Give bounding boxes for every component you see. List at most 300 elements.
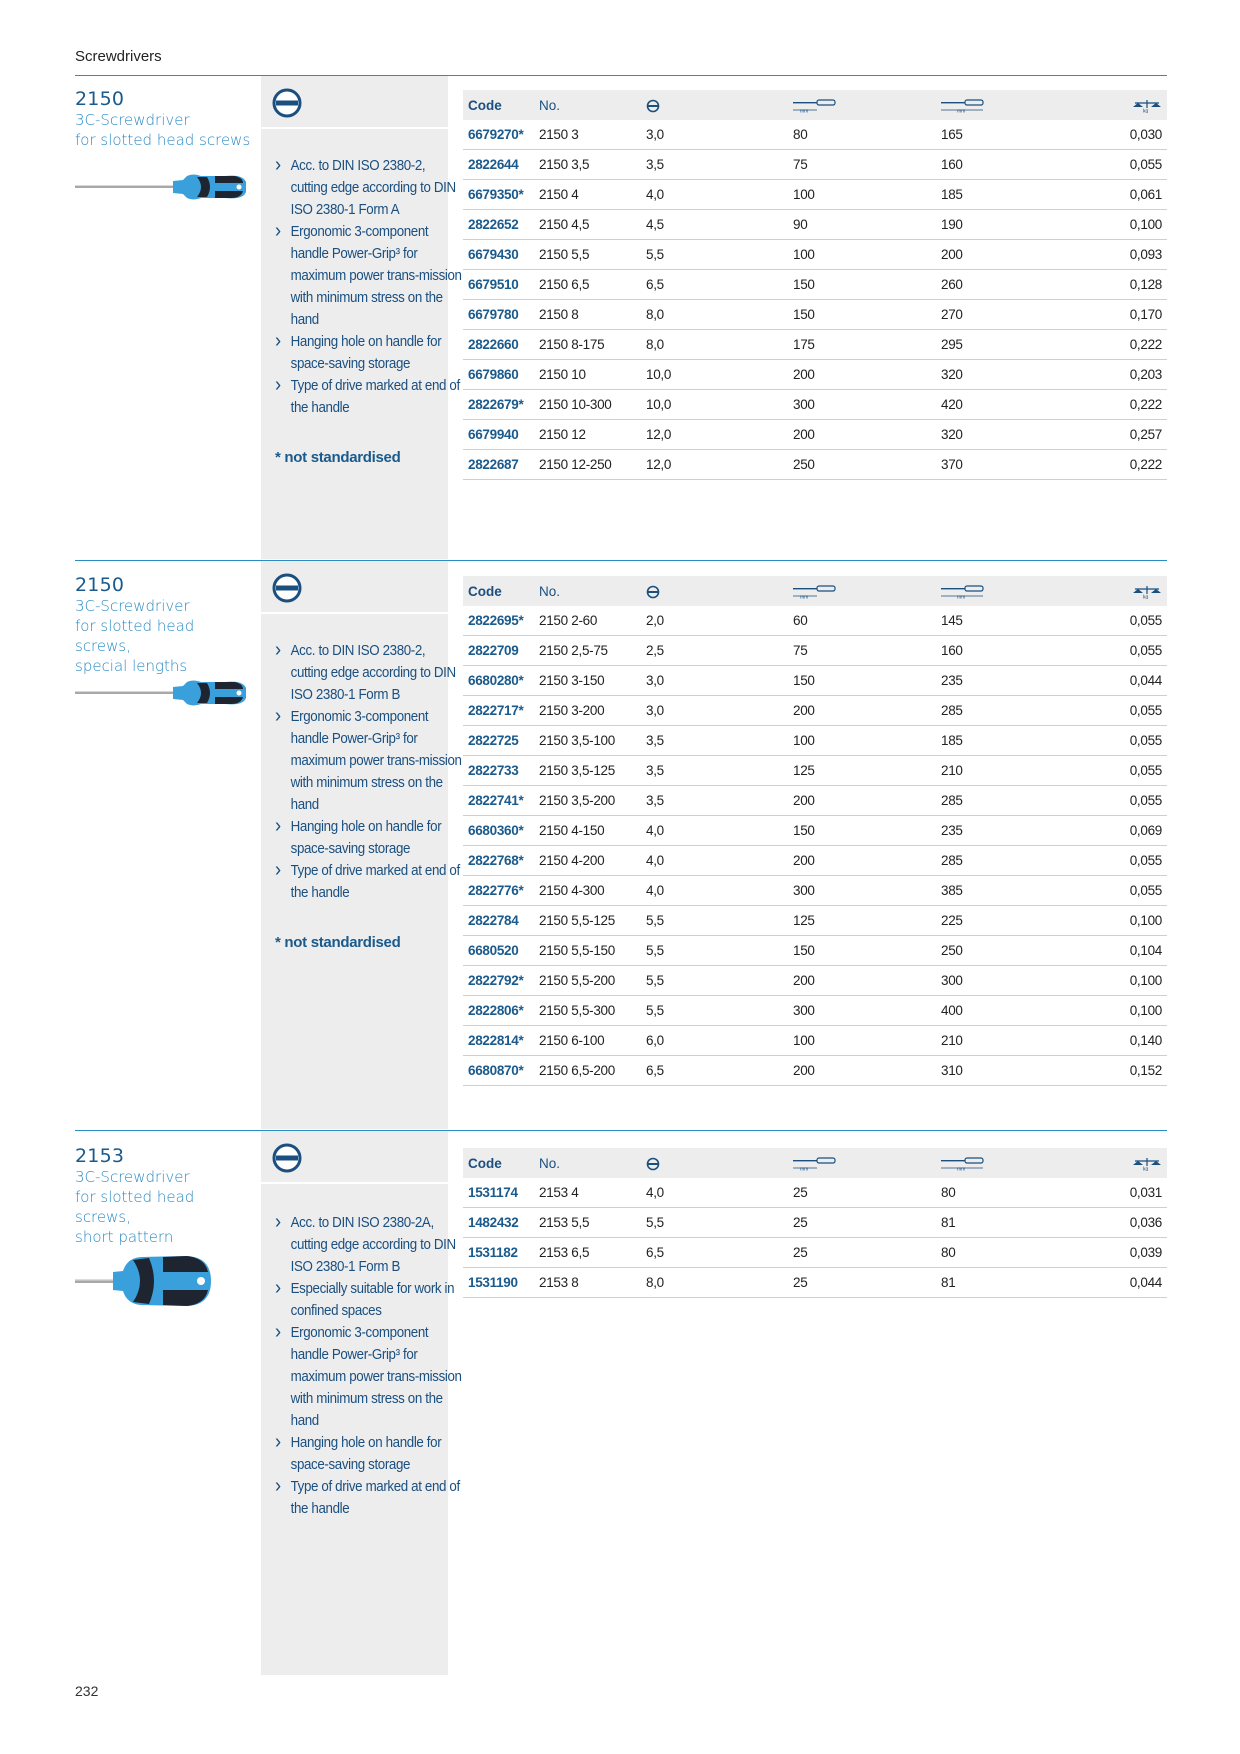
table-row [463,1238,1167,1268]
cell-weight: 0,170 [1096,300,1167,330]
section-divider [75,560,1167,561]
table-row [463,420,1167,450]
cell-slot-width: 8,0 [641,1268,788,1298]
table-row [463,636,1167,666]
spec-table [463,1148,1167,1298]
feature-panel [261,76,462,559]
table-row [463,360,1167,390]
cell-article-no: 2153 5,5 [534,1208,641,1238]
cell-blade-length: 200 [788,786,936,816]
column-header-blade-length [788,576,936,606]
cell-weight: 0,055 [1096,696,1167,726]
cell-weight: 0,128 [1096,270,1167,300]
slot-width-icon [646,585,660,599]
cell-blade-length: 125 [788,756,936,786]
cell-code: 2822709 [463,636,534,666]
cell-slot-width: 3,0 [641,696,788,726]
cell-weight: 0,055 [1096,846,1167,876]
cell-article-no: 2150 3,5 [534,150,641,180]
cell-weight: 0,055 [1096,606,1167,636]
table-row [463,696,1167,726]
total-length-icon [941,585,987,599]
cell-total-length: 295 [936,330,1096,360]
slotted-head-icon [272,88,302,118]
cell-code: 2822679* [463,390,534,420]
cell-weight: 0,039 [1096,1238,1167,1268]
cell-code: 2822652 [463,210,534,240]
cell-article-no: 2150 12 [534,420,641,450]
cell-weight: 0,100 [1096,996,1167,1026]
cell-weight: 0,036 [1096,1208,1167,1238]
column-header-total-length [936,576,1096,606]
column-header-code: Code [463,90,534,120]
cell-code: 6680360* [463,816,534,846]
cell-code: 2822784 [463,906,534,936]
cell-article-no: 2150 6,5 [534,270,641,300]
cell-blade-length: 200 [788,1056,936,1086]
cell-slot-width: 3,5 [641,726,788,756]
cell-code: 6679430 [463,240,534,270]
cell-blade-length: 200 [788,360,936,390]
cell-total-length: 165 [936,120,1096,150]
cell-slot-width: 3,0 [641,120,788,150]
footnote: * not standardised [275,449,401,466]
weight-icon [1132,585,1162,599]
table-row [463,1178,1167,1208]
table-row [463,846,1167,876]
cell-blade-length: 150 [788,936,936,966]
cell-slot-width: 4,0 [641,876,788,906]
slotted-head-icon [272,1143,302,1173]
cell-code: 1531174 [463,1178,534,1208]
table-row [463,120,1167,150]
cell-code: 1531190 [463,1268,534,1298]
product-info [75,574,255,676]
cell-total-length: 160 [936,636,1096,666]
cell-weight: 0,055 [1096,786,1167,816]
column-header-blade-length [788,1148,936,1178]
cell-code: 2822814* [463,1026,534,1056]
cell-weight: 0,030 [1096,120,1167,150]
cell-blade-length: 200 [788,966,936,996]
cell-article-no: 2150 3-150 [534,666,641,696]
unit-label: mm [957,594,966,599]
cell-total-length: 260 [936,270,1096,300]
table-row [463,666,1167,696]
cell-article-no: 2150 5,5-125 [534,906,641,936]
cell-blade-length: 25 [788,1238,936,1268]
cell-weight: 0,044 [1096,1268,1167,1298]
table-row [463,330,1167,360]
cell-blade-length: 25 [788,1208,936,1238]
feature-item: › Hanging hole on handle for space-saving storage [275,1432,462,1476]
feature-list [275,640,462,904]
cell-weight: 0,055 [1096,876,1167,906]
cell-slot-width: 8,0 [641,300,788,330]
icon-separator [261,612,448,614]
unit-label: kg [1143,1166,1149,1171]
cell-code: 2822644 [463,150,534,180]
table-row [463,606,1167,636]
feature-item: › Ergonomic 3-component handle Power-Grip³ for maximum power trans-mission with minimum stress on the hand [275,221,462,331]
table-row [463,450,1167,480]
cell-total-length: 80 [936,1238,1096,1268]
cell-code: 2822768* [463,846,534,876]
cell-article-no: 2153 4 [534,1178,641,1208]
cell-blade-length: 60 [788,606,936,636]
cell-article-no: 2150 5,5-200 [534,966,641,996]
cell-article-no: 2150 8 [534,300,641,330]
cell-total-length: 225 [936,906,1096,936]
cell-code: 6680870* [463,1056,534,1086]
cell-slot-width: 10,0 [641,390,788,420]
cell-total-length: 285 [936,846,1096,876]
cell-slot-width: 10,0 [641,360,788,390]
cell-article-no: 2150 2-60 [534,606,641,636]
table-row [463,786,1167,816]
cell-blade-length: 200 [788,846,936,876]
cell-blade-length: 100 [788,726,936,756]
cell-total-length: 320 [936,420,1096,450]
cell-article-no: 2150 4 [534,180,641,210]
table-header-row [463,1148,1167,1178]
table-header-row [463,576,1167,606]
cell-article-no: 2150 3,5-100 [534,726,641,756]
cell-total-length: 270 [936,300,1096,330]
cell-total-length: 310 [936,1056,1096,1086]
cell-code: 2822806* [463,996,534,1026]
cell-article-no: 2150 10-300 [534,390,641,420]
cell-weight: 0,100 [1096,210,1167,240]
product-info [75,88,255,150]
screwdriver-image [75,170,250,204]
table-row [463,1268,1167,1298]
cell-code: 6679780 [463,300,534,330]
cell-slot-width: 4,0 [641,180,788,210]
cell-slot-width: 5,5 [641,1208,788,1238]
cell-total-length: 210 [936,756,1096,786]
cell-weight: 0,055 [1096,726,1167,756]
table-row [463,270,1167,300]
product-number: 2150 [75,88,125,110]
cell-article-no: 2150 3,5-125 [534,756,641,786]
icon-separator [261,1182,448,1184]
cell-blade-length: 125 [788,906,936,936]
cell-blade-length: 175 [788,330,936,360]
cell-slot-width: 6,5 [641,1238,788,1268]
cell-weight: 0,140 [1096,1026,1167,1056]
feature-item: › Especially suitable for work in confined spaces [275,1278,462,1322]
screwdriver-image [75,676,250,710]
cell-code: 2822741* [463,786,534,816]
cell-article-no: 2150 4-200 [534,846,641,876]
product-desc-line: special lengths [75,657,188,675]
cell-blade-length: 100 [788,1026,936,1056]
cell-slot-width: 3,5 [641,150,788,180]
total-length-icon [941,1157,987,1171]
cell-code: 1482432 [463,1208,534,1238]
table-row [463,966,1167,996]
product-desc-line: short pattern [75,1228,174,1246]
unit-label: mm [957,1166,966,1171]
product-desc-line: 3C-Screwdriver [75,597,190,615]
table-row [463,150,1167,180]
cell-total-length: 400 [936,996,1096,1026]
cell-total-length: 210 [936,1026,1096,1056]
cell-blade-length: 250 [788,450,936,480]
blade-length-icon [793,1157,839,1171]
cell-code: 6679940 [463,420,534,450]
cell-slot-width: 8,0 [641,330,788,360]
cell-total-length: 285 [936,696,1096,726]
feature-item: › Type of drive marked at end of the handle [275,860,462,904]
footnote: * not standardised [275,934,401,951]
column-header-weight [1096,1148,1167,1178]
cell-slot-width: 4,0 [641,816,788,846]
cell-weight: 0,093 [1096,240,1167,270]
column-header-no: No. [534,90,641,120]
table-header-row [463,90,1167,120]
cell-total-length: 185 [936,726,1096,756]
unit-label: kg [1143,594,1149,599]
product-desc-line: for slotted head screws, [75,1188,195,1226]
section-divider [75,75,1167,76]
feature-panel [261,561,462,1129]
cell-slot-width: 5,5 [641,996,788,1026]
cell-slot-width: 5,5 [641,936,788,966]
feature-item: › Ergonomic 3-component handle Power-Grip³ for maximum power trans-mission with minimum stress on the hand [275,706,462,816]
table-row [463,1026,1167,1056]
cell-slot-width: 4,0 [641,846,788,876]
column-header-no: No. [534,576,641,606]
cell-total-length: 160 [936,150,1096,180]
page-header: Screwdrivers [75,48,162,65]
cell-slot-width: 4,5 [641,210,788,240]
cell-total-length: 190 [936,210,1096,240]
column-header-blade-length [788,90,936,120]
unit-label: mm [800,1166,809,1171]
unit-label: mm [800,594,809,599]
table-row [463,996,1167,1026]
cell-code: 2822725 [463,726,534,756]
column-header-code: Code [463,1148,534,1178]
cell-article-no: 2150 6-100 [534,1026,641,1056]
cell-article-no: 2150 4-300 [534,876,641,906]
cell-blade-length: 200 [788,696,936,726]
cell-slot-width: 12,0 [641,450,788,480]
cell-weight: 0,061 [1096,180,1167,210]
cell-slot-width: 5,5 [641,966,788,996]
feature-item: › Ergonomic 3-component handle Power-Grip³ for maximum power trans-mission with minimum stress on the hand [275,1322,462,1432]
product-desc-line: 3C-Screwdriver [75,111,190,129]
cell-weight: 0,044 [1096,666,1167,696]
table-row [463,816,1167,846]
product-info [75,1145,255,1247]
cell-total-length: 145 [936,606,1096,636]
cell-code: 2822717* [463,696,534,726]
weight-icon [1132,1157,1162,1171]
cell-article-no: 2150 5,5-300 [534,996,641,1026]
cell-article-no: 2150 4-150 [534,816,641,846]
unit-label: mm [800,108,809,113]
cell-weight: 0,203 [1096,360,1167,390]
table-row [463,240,1167,270]
feature-item: › Type of drive marked at end of the handle [275,1476,462,1520]
cell-slot-width: 2,5 [641,636,788,666]
cell-article-no: 2150 8-175 [534,330,641,360]
cell-blade-length: 150 [788,666,936,696]
cell-article-no: 2150 3-200 [534,696,641,726]
cell-blade-length: 100 [788,240,936,270]
cell-total-length: 320 [936,360,1096,390]
cell-article-no: 2150 3 [534,120,641,150]
cell-blade-length: 150 [788,816,936,846]
column-header-weight [1096,90,1167,120]
table-row [463,876,1167,906]
product-number: 2153 [75,1145,125,1167]
feature-item: › Hanging hole on handle for space-saving storage [275,331,462,375]
cell-code: 2822687 [463,450,534,480]
cell-blade-length: 100 [788,180,936,210]
stubby-screwdriver-image [75,1250,215,1312]
cell-weight: 0,055 [1096,636,1167,666]
cell-total-length: 80 [936,1178,1096,1208]
cell-blade-length: 150 [788,300,936,330]
table-row [463,300,1167,330]
total-length-icon [941,99,987,113]
cell-blade-length: 75 [788,150,936,180]
cell-article-no: 2150 10 [534,360,641,390]
cell-article-no: 2153 8 [534,1268,641,1298]
unit-label: kg [1143,108,1149,113]
column-header-weight [1096,576,1167,606]
cell-blade-length: 150 [788,270,936,300]
cell-blade-length: 80 [788,120,936,150]
table-row [463,180,1167,210]
table-row [463,756,1167,786]
cell-slot-width: 6,0 [641,1026,788,1056]
feature-item: › Acc. to DIN ISO 2380-2, cutting edge according to DIN ISO 2380-1 Form B [275,640,462,706]
feature-item: › Acc. to DIN ISO 2380-2A, cutting edge according to DIN ISO 2380-1 Form B [275,1212,462,1278]
cell-total-length: 300 [936,966,1096,996]
cell-weight: 0,069 [1096,816,1167,846]
cell-weight: 0,100 [1096,906,1167,936]
product-desc-line: 3C-Screwdriver [75,1168,190,1186]
spec-table [463,90,1167,480]
cell-blade-length: 200 [788,420,936,450]
page-number: 232 [75,1683,99,1699]
cell-total-length: 385 [936,876,1096,906]
cell-blade-length: 300 [788,996,936,1026]
cell-article-no: 2150 5,5-150 [534,936,641,966]
cell-blade-length: 90 [788,210,936,240]
feature-list [275,1212,462,1520]
column-header-slot [641,576,788,606]
cell-weight: 0,152 [1096,1056,1167,1086]
column-header-slot [641,90,788,120]
cell-total-length: 81 [936,1208,1096,1238]
cell-blade-length: 300 [788,876,936,906]
cell-code: 6679270* [463,120,534,150]
cell-weight: 0,031 [1096,1178,1167,1208]
cell-code: 6679860 [463,360,534,390]
cell-code: 6680520 [463,936,534,966]
cell-code: 2822792* [463,966,534,996]
feature-list [275,155,462,419]
cell-blade-length: 75 [788,636,936,666]
product-number: 2150 [75,574,125,596]
table-row [463,726,1167,756]
cell-weight: 0,222 [1096,450,1167,480]
cell-article-no: 2150 5,5 [534,240,641,270]
slot-width-icon [646,1157,660,1171]
feature-item: › Acc. to DIN ISO 2380-2, cutting edge according to DIN ISO 2380-1 Form A [275,155,462,221]
cell-total-length: 370 [936,450,1096,480]
table-row [463,390,1167,420]
cell-weight: 0,222 [1096,390,1167,420]
column-header-total-length [936,90,1096,120]
cell-slot-width: 5,5 [641,240,788,270]
cell-code: 2822776* [463,876,534,906]
table-row [463,1056,1167,1086]
feature-item: › Hanging hole on handle for space-saving storage [275,816,462,860]
cell-code: 2822733 [463,756,534,786]
product-desc-line: for slotted head screws [75,131,251,149]
cell-weight: 0,104 [1096,936,1167,966]
column-header-slot [641,1148,788,1178]
cell-total-length: 185 [936,180,1096,210]
cell-weight: 0,257 [1096,420,1167,450]
cell-slot-width: 12,0 [641,420,788,450]
cell-slot-width: 6,5 [641,1056,788,1086]
cell-code: 2822660 [463,330,534,360]
table-row [463,210,1167,240]
feature-item: › Type of drive marked at end of the handle [275,375,462,419]
cell-total-length: 235 [936,666,1096,696]
cell-blade-length: 25 [788,1178,936,1208]
cell-code: 6679510 [463,270,534,300]
cell-weight: 0,055 [1096,150,1167,180]
slotted-head-icon [272,573,302,603]
cell-total-length: 235 [936,816,1096,846]
slot-width-icon [646,99,660,113]
table-row [463,906,1167,936]
cell-slot-width: 4,0 [641,1178,788,1208]
cell-article-no: 2150 3,5-200 [534,786,641,816]
product-desc-line: for slotted head screws, [75,617,195,655]
cell-article-no: 2153 6,5 [534,1238,641,1268]
cell-total-length: 420 [936,390,1096,420]
cell-article-no: 2150 12-250 [534,450,641,480]
cell-code: 6680280* [463,666,534,696]
cell-blade-length: 300 [788,390,936,420]
column-header-no: No. [534,1148,641,1178]
blade-length-icon [793,585,839,599]
blade-length-icon [793,99,839,113]
cell-code: 6679350* [463,180,534,210]
cell-slot-width: 3,5 [641,756,788,786]
column-header-code: Code [463,576,534,606]
cell-slot-width: 3,0 [641,666,788,696]
icon-separator [261,127,448,129]
spec-table [463,576,1167,1086]
column-header-total-length [936,1148,1096,1178]
cell-total-length: 285 [936,786,1096,816]
cell-slot-width: 6,5 [641,270,788,300]
cell-total-length: 200 [936,240,1096,270]
cell-code: 1531182 [463,1238,534,1268]
cell-slot-width: 5,5 [641,906,788,936]
